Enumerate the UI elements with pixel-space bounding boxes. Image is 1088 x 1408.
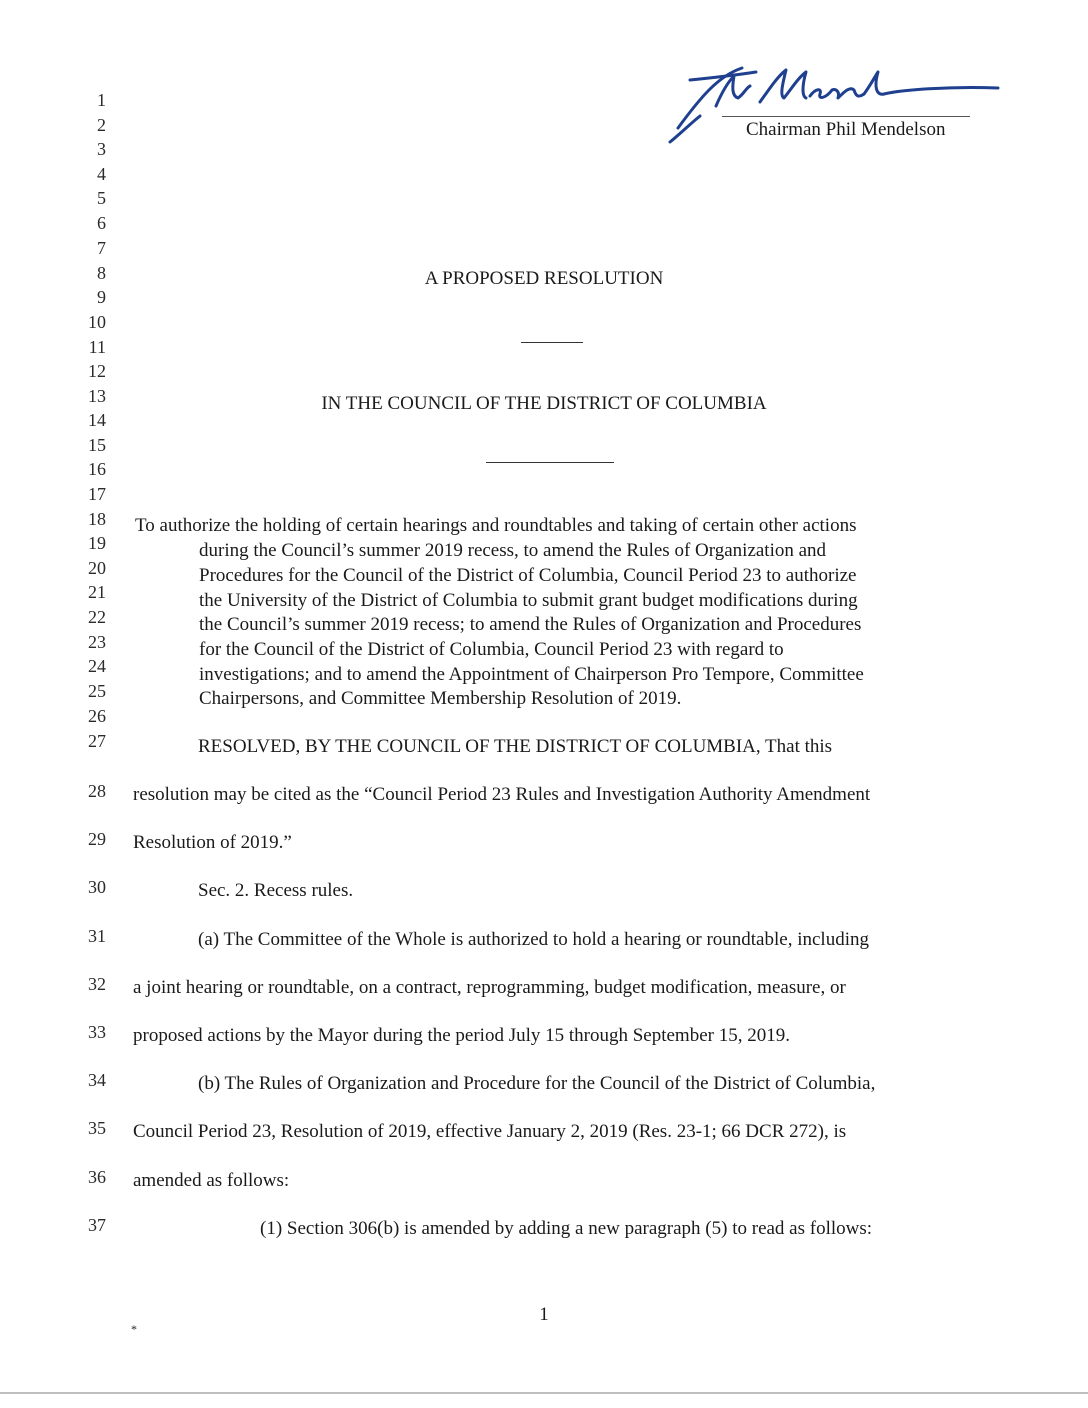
body-line: a joint hearing or roundtable, on a contract, reprogramming, budget modification, measure, or — [133, 977, 846, 998]
line-number: 27 — [88, 731, 106, 751]
purpose-line: Chairpersons, and Committee Membership Resolution of 2019. — [199, 688, 682, 709]
line-number: 7 — [97, 238, 106, 258]
body-line: (a) The Committee of the Whole is authorized to hold a hearing or roundtable, including — [198, 929, 869, 950]
line-number: 34 — [88, 1070, 106, 1090]
line-number: 31 — [88, 926, 106, 946]
line-number: 16 — [88, 459, 106, 479]
purpose-line: during the Council’s summer 2019 recess, to amend the Rules of Organization and — [199, 540, 827, 561]
line-number: 12 — [88, 361, 106, 381]
body-line: (b) The Rules of Organization and Procedure for the Council of the District of Columbia, — [198, 1073, 876, 1094]
purpose-line: for the Council of the District of Columbia, Council Period 23 with regard to — [199, 639, 784, 660]
scan-mark-icon: * — [131, 1322, 137, 1336]
body-line: (1) Section 306(b) is amended by adding a new paragraph (5) to read as follows: — [260, 1218, 873, 1239]
line-number: 23 — [88, 632, 106, 652]
signature-line — [722, 116, 970, 117]
page-title: A PROPOSED RESOLUTION — [424, 268, 664, 289]
body-line: resolution may be cited as the “Council Period 23 Rules and Investigation Authority Amendment — [133, 784, 871, 805]
body-line: proposed actions by the Mayor during the period July 15 through September 15, 2019. — [133, 1025, 790, 1046]
line-number: 4 — [97, 164, 106, 184]
line-number: 30 — [88, 877, 106, 897]
title-divider — [521, 342, 583, 343]
line-number: 25 — [88, 681, 106, 701]
line-number: 24 — [88, 656, 106, 676]
line-number: 22 — [88, 607, 106, 627]
body-line: Council Period 23, Resolution of 2019, effective January 2, 2019 (Res. 23-1; 66 DCR 272), is — [133, 1121, 847, 1142]
line-number: 29 — [88, 829, 106, 849]
line-number: 11 — [88, 337, 106, 357]
line-number: 18 — [88, 509, 106, 529]
body-line: RESOLVED, BY THE COUNCIL OF THE DISTRICT OF COLUMBIA, That this — [198, 736, 833, 757]
line-number: 21 — [88, 582, 106, 602]
line-number: 8 — [97, 263, 106, 283]
purpose-line: the Council’s summer 2019 recess; to amend the Rules of Organization and Procedures — [199, 614, 862, 635]
line-number: 19 — [88, 533, 106, 553]
line-number: 35 — [88, 1118, 106, 1138]
line-number: 9 — [97, 287, 106, 307]
line-number: 20 — [88, 558, 106, 578]
line-number: 1 — [97, 90, 106, 110]
line-number: 36 — [88, 1167, 106, 1187]
line-number: 14 — [88, 410, 106, 430]
line-number: 17 — [88, 484, 106, 504]
purpose-line: Procedures for the Council of the District of Columbia, Council Period 23 to authorize — [199, 565, 857, 586]
purpose-line: investigations; and to amend the Appointment of Chairperson Pro Tempore, Committee — [199, 664, 864, 685]
page-number: 1 — [539, 1304, 549, 1325]
line-number: 6 — [97, 213, 106, 233]
council-heading: IN THE COUNCIL OF THE DISTRICT OF COLUMBIA — [321, 393, 767, 414]
line-number: 15 — [88, 435, 106, 455]
signer-name: Chairman Phil Mendelson — [746, 119, 946, 140]
line-number: 28 — [88, 781, 106, 801]
page-bottom-edge — [0, 1392, 1088, 1394]
section-heading: Sec. 2. Recess rules. — [198, 880, 354, 901]
body-line: amended as follows: — [133, 1170, 290, 1191]
line-number: 10 — [88, 312, 106, 332]
line-number: 5 — [97, 188, 106, 208]
line-number: 3 — [97, 139, 106, 159]
purpose-line: To authorize the holding of certain hearings and roundtables and taking of certain other actions — [135, 515, 857, 536]
line-number: 37 — [88, 1215, 106, 1235]
line-number: 32 — [88, 974, 106, 994]
heading-divider — [486, 462, 614, 463]
line-number: 13 — [88, 386, 106, 406]
purpose-line: the University of the District of Columbia to submit grant budget modifications during — [199, 590, 858, 611]
line-number: 33 — [88, 1022, 106, 1042]
body-line: Resolution of 2019.” — [133, 832, 292, 853]
line-number: 2 — [97, 115, 106, 135]
line-number: 26 — [88, 706, 106, 726]
